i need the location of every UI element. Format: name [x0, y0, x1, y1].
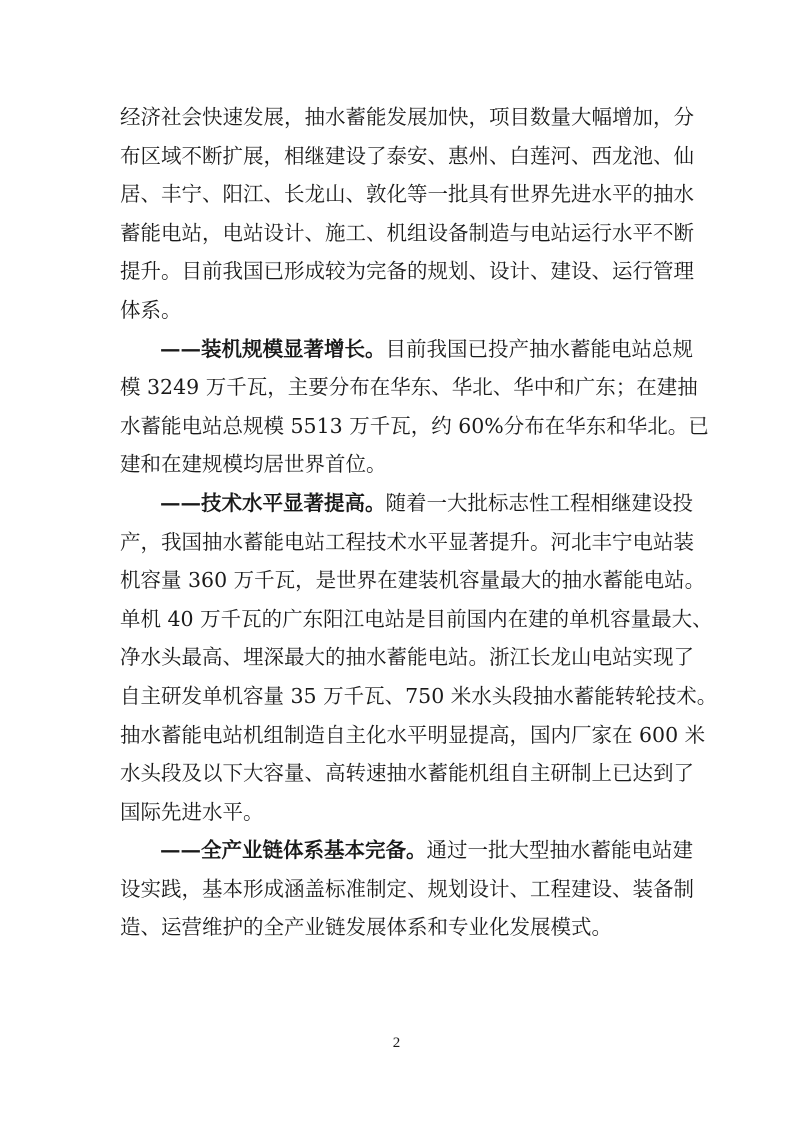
section-heading: ——技术水平显著提高。: [160, 490, 386, 515]
text-line: [120, 330, 693, 369]
text-line: 水头段及以下大容量、高转速抽水蓄能机组自主研制上已达到了: [120, 761, 694, 786]
paragraph-industry-chain: [120, 831, 694, 947]
text-line: 建和在建规模均居世界首位。: [120, 452, 387, 477]
text-line: 国际先进水平。: [120, 799, 264, 824]
paragraph-technology: [120, 484, 718, 831]
section-heading: ——装机规模显著增长。: [160, 336, 386, 361]
text-run: 随着一大批标志性工程相继建设投: [385, 490, 693, 515]
text-line: 蓄能电站，电站设计、施工、机组设备制造与电站运行水平不断: [120, 220, 694, 245]
text-line: 居、丰宁、阳江、长龙山、敦化等一批具有世界先进水平的抽水: [120, 182, 694, 207]
text-run: 通过一批大型抽水蓄能电站建: [426, 838, 693, 863]
text-line: 抽水蓄能电站机组制造自主化水平明显提高，国内厂家在 600 米: [120, 722, 706, 747]
text-line: 造、运营维护的全产业链发展体系和专业化发展模式。: [120, 915, 612, 940]
text-line: [120, 484, 693, 523]
text-line: 体系。: [120, 297, 182, 322]
paragraph-installed-capacity: [120, 330, 709, 484]
text-line: 水蓄能电站总规模 5513 万千瓦，约 60%分布在华东和华北。已: [120, 413, 709, 438]
text-line: 单机 40 万千瓦的广东阳江电站是目前国内在建的单机容量最大、: [120, 606, 713, 631]
text-line: 净水头最高、埋深最大的抽水蓄能电站。浙江长龙山电站实现了: [120, 645, 694, 670]
text-line: 提升。目前我国已形成较为完备的规划、设计、建设、运行管理: [120, 259, 694, 284]
text-line: 机容量 360 万千瓦，是世界在建装机容量最大的抽水蓄能电站。: [120, 568, 706, 593]
text-line: 布区域不断扩展，相继建设了泰安、惠州、白莲河、西龙池、仙: [120, 143, 694, 168]
text-line: 产，我国抽水蓄能电站工程技术水平显著提升。河北丰宁电站装: [120, 529, 694, 554]
text-line: 自主研发单机容量 35 万千瓦、750 米水头段抽水蓄能转轮技术。: [120, 683, 718, 708]
text-run: 目前我国已投产抽水蓄能电站总规: [385, 336, 693, 361]
section-heading: ——全产业链体系基本完备。: [160, 838, 427, 863]
text-line: 设实践，基本形成涵盖标准制定、规划设计、工程建设、装备制: [120, 876, 694, 901]
text-line: [120, 831, 693, 870]
document-body: [120, 98, 718, 947]
text-line: 经济社会快速发展，抽水蓄能发展加快，项目数量大幅增加，分: [120, 105, 694, 129]
text-line: 模 3249 万千瓦，主要分布在华东、华北、华中和广东；在建抽: [120, 375, 698, 400]
paragraph-intro: [120, 98, 694, 330]
page-number: 2: [392, 1035, 401, 1051]
